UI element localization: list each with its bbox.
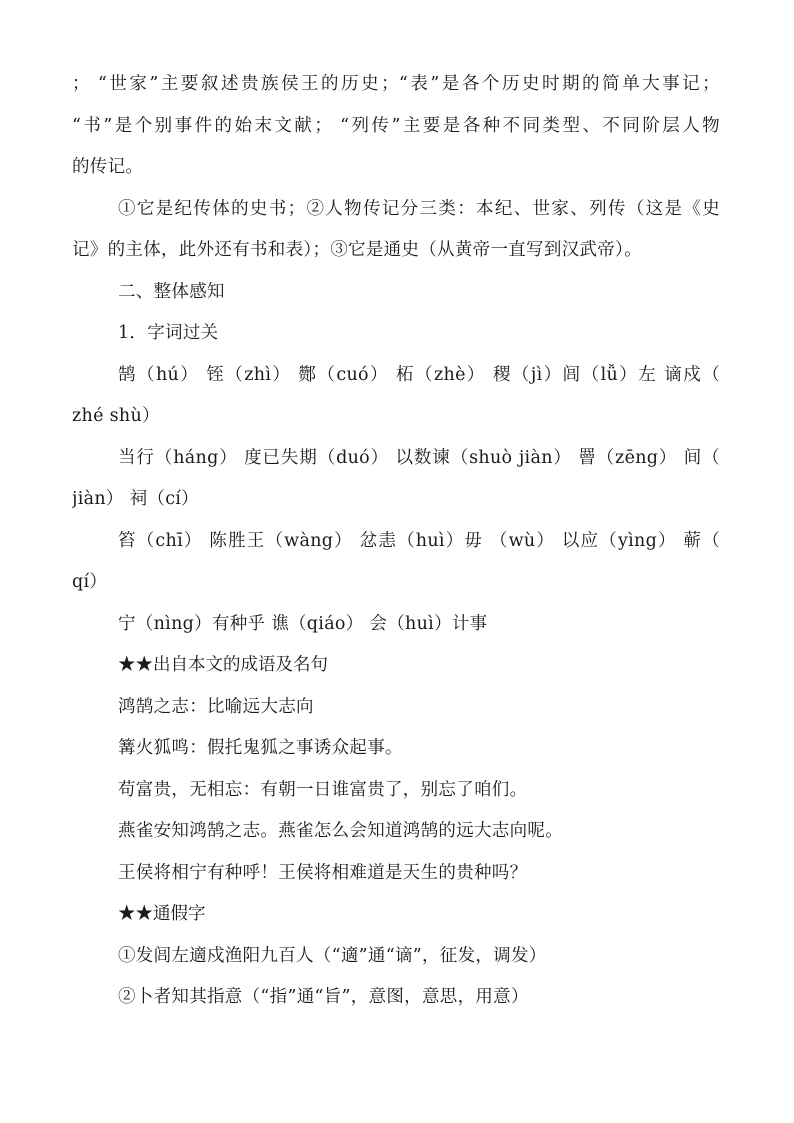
vocab-line: jiàn） 祠（cí） xyxy=(72,489,199,509)
tongjia-item: ①发闾左適戍渔阳九百人（“適”通“谪”，征发，调发） xyxy=(118,945,547,966)
vocab-line: 宁（nìng）有种乎 谯（qiáo） 会（huì）计事 xyxy=(118,613,488,634)
text-line: 的传记。 xyxy=(72,157,144,177)
sub-heading: 1．字词过关 xyxy=(118,323,219,343)
vocab-line: zhé shù） xyxy=(72,406,160,426)
idiom-item: 苟富贵，无相忘：有朝一日谁富贵了，别忘了咱们。 xyxy=(118,779,528,800)
idiom-item: 燕雀安知鸿鹄之志。燕雀怎么会知道鸿鹄的远大志向呢。 xyxy=(118,821,563,841)
idiom-item: 鸿鹄之志：比喻远大志向 xyxy=(118,696,314,717)
idiom-item: 篝火狐鸣：假托鬼狐之事诱众起事。 xyxy=(118,738,403,758)
section-heading: 二、整体感知 xyxy=(118,281,225,302)
vocab-line: qí） xyxy=(72,572,108,592)
text-line: 记》的主体，此外还有书和表）；③它是通史（从黄帝一直写到汉武帝）。 xyxy=(72,240,642,260)
idioms-heading: ★★出自本文的成语及名句 xyxy=(118,655,328,675)
text-line: “书”是个别事件的始末文献； “列传”主要是各种不同类型、不同阶层人物 xyxy=(72,115,720,136)
text-line: ； “世家”主要叙述贵族侯王的历史；“表”是各个历史时期的简单大事记； xyxy=(72,74,720,94)
tongjia-item: ②卜者知其指意（“指”通“旨”，意图，意思，用意） xyxy=(118,987,529,1007)
vocab-line: 鹄（hú） 铚（zhì） 酂（cuó） 柘（zhè） 稷（jì）闾（lǚ）左 谪戍（ xyxy=(118,364,720,385)
text-line: ①它是纪传体的史书；②人物传记分三类：本纪、世家、列传（这是《史 xyxy=(118,198,720,219)
vocab-line: 笞（chī） 陈胜王（wàng） 忿恚（huì）毋 （wù） 以应（yìng） 蕲（ xyxy=(118,530,720,551)
document-page xyxy=(72,64,720,1019)
tongjia-heading: ★★通假字 xyxy=(118,904,206,924)
vocab-line: 当行（háng） 度已失期（duó） 以数谏（shuò jiàn） 罾（zēng） 间（ xyxy=(118,447,720,468)
idiom-item: 王侯将相宁有种呼！王侯将相难道是天生的贵种吗？ xyxy=(118,862,528,883)
